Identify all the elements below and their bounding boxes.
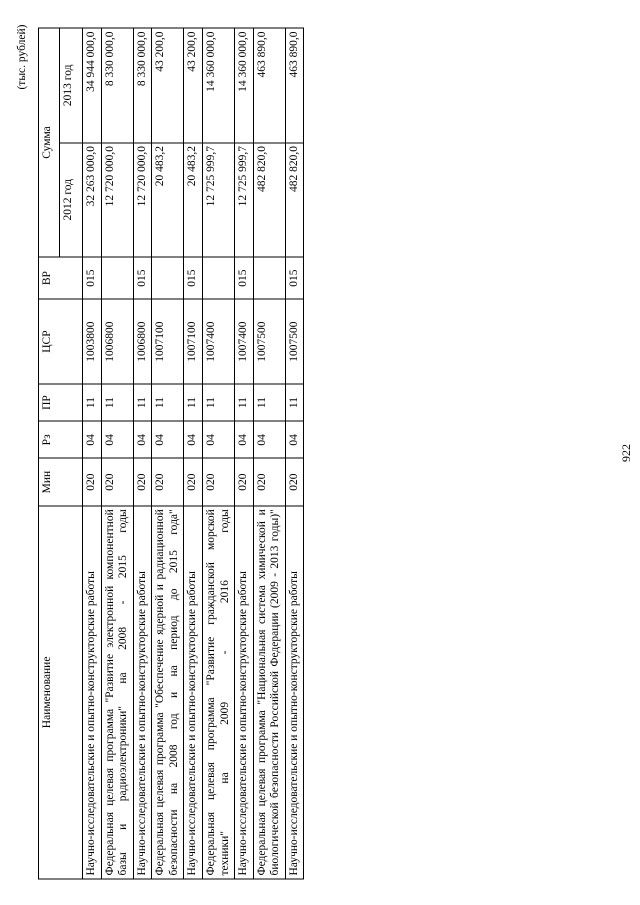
cell-vr — [253, 256, 285, 298]
cell-rz: 04 — [133, 421, 152, 458]
table-row — [235, 28, 254, 879]
cell-year-2012: 482 820,0 — [285, 142, 304, 256]
cell-csr: 1006800 — [133, 299, 152, 384]
cell-csr: 1007400 — [202, 299, 234, 384]
column-header-sum: Сумма — [39, 28, 60, 257]
cell-vr — [152, 256, 184, 298]
cell-rz: 04 — [184, 421, 203, 458]
cell-year-2013: 463 890,0 — [285, 28, 304, 143]
cell-min: 020 — [235, 458, 254, 505]
cell-name: Федеральная целевая программа "Обеспечение ядерной и радиационной безопасности на 2008 год и на период до 2015 года" — [152, 505, 184, 878]
cell-pr: 11 — [133, 383, 152, 420]
cell-pr: 11 — [184, 383, 203, 420]
cell-year-2013: 34 944 000,0 — [83, 28, 102, 143]
table-row — [101, 28, 133, 879]
cell-name: Федеральная целевая программа "Национальная система химической и биологической безопасности Российской Федерации (2009 - 2013 годы)" — [253, 505, 285, 878]
cell-name: Федеральная целевая программа "Развитие гражданской морской техники" на 2009 - 2016 годы — [202, 505, 234, 878]
cell-rz: 04 — [202, 421, 234, 458]
cell-year-2013: 14 360 000,0 — [235, 28, 254, 143]
column-header-name: Наименование — [39, 505, 83, 878]
cell-min: 020 — [83, 458, 102, 505]
column-header-pr: ПР — [39, 383, 83, 420]
column-header-year-2013: 2013 год — [60, 28, 83, 143]
cell-name: Научно-исследовательские и опытно-конструкторские работы — [133, 505, 152, 878]
cell-vr: 015 — [133, 256, 152, 298]
column-header-min: Мин — [39, 458, 83, 505]
column-header-rz: Рз — [39, 421, 83, 458]
units-note: (тыс. рублей) — [16, 24, 28, 90]
cell-year-2013: 8 330 000,0 — [101, 28, 133, 143]
cell-vr: 015 — [184, 256, 203, 298]
cell-csr: 1007400 — [235, 299, 254, 384]
cell-min: 020 — [133, 458, 152, 505]
table-header-row-1 — [39, 28, 60, 879]
cell-name: Научно-исследовательские и опытно-конструкторские работы — [83, 505, 102, 878]
cell-pr: 11 — [285, 383, 304, 420]
cell-rz: 04 — [152, 421, 184, 458]
cell-name: Федеральная целевая программа "Развитие электронной компонентной базы и радиоэлектроники" на 2008 - 2015 годы — [101, 505, 133, 878]
table-row — [152, 28, 184, 879]
cell-pr: 11 — [101, 383, 133, 420]
cell-csr: 1006800 — [101, 299, 133, 384]
cell-csr: 1003800 — [83, 299, 102, 384]
cell-min: 020 — [101, 458, 133, 505]
cell-pr: 11 — [152, 383, 184, 420]
cell-year-2012: 482 820,0 — [253, 142, 285, 256]
cell-min: 020 — [285, 458, 304, 505]
cell-year-2013: 8 330 000,0 — [133, 28, 152, 143]
table-row — [285, 28, 304, 879]
table-row — [83, 28, 102, 879]
cell-csr: 1007500 — [253, 299, 285, 384]
cell-pr: 11 — [83, 383, 102, 420]
column-header-vr: ВР — [39, 256, 83, 298]
cell-year-2013: 43 200,0 — [152, 28, 184, 143]
cell-year-2012: 12 720 000,0 — [133, 142, 152, 256]
cell-name: Научно-исследовательские и опытно-конструкторские работы — [235, 505, 254, 878]
table-row — [133, 28, 152, 879]
cell-min: 020 — [184, 458, 203, 505]
cell-rz: 04 — [285, 421, 304, 458]
budget-table — [38, 27, 304, 879]
cell-year-2012: 32 263 000,0 — [83, 142, 102, 256]
cell-csr: 1007100 — [152, 299, 184, 384]
cell-name: Научно-исследовательские и опытно-конструкторские работы — [184, 505, 203, 878]
cell-pr: 11 — [253, 383, 285, 420]
cell-rz: 04 — [253, 421, 285, 458]
cell-year-2013: 14 360 000,0 — [202, 28, 234, 143]
cell-year-2012: 12 725 999,7 — [202, 142, 234, 256]
cell-year-2012: 12 720 000,0 — [101, 142, 133, 256]
table-body — [83, 28, 304, 879]
cell-vr: 015 — [285, 256, 304, 298]
cell-rz: 04 — [101, 421, 133, 458]
table-row — [253, 28, 285, 879]
cell-min: 020 — [152, 458, 184, 505]
cell-vr: 015 — [235, 256, 254, 298]
table-header — [39, 28, 83, 879]
cell-name: Научно-исследовательские и опытно-конструкторские работы — [285, 505, 304, 878]
column-header-year-2012: 2012 год — [60, 142, 83, 256]
cell-year-2012: 12 725 999,7 — [235, 142, 254, 256]
cell-min: 020 — [253, 458, 285, 505]
column-header-csr: ЦСР — [39, 299, 83, 384]
page-number: 922 — [619, 443, 633, 462]
cell-year-2012: 20 483,2 — [184, 142, 203, 256]
cell-pr: 11 — [202, 383, 234, 420]
cell-year-2012: 20 483,2 — [152, 142, 184, 256]
cell-vr — [202, 256, 234, 298]
cell-pr: 11 — [235, 383, 254, 420]
cell-rz: 04 — [235, 421, 254, 458]
cell-csr: 1007100 — [184, 299, 203, 384]
cell-vr — [101, 256, 133, 298]
table-row — [184, 28, 203, 879]
cell-csr: 1007500 — [285, 299, 304, 384]
cell-year-2013: 43 200,0 — [184, 28, 203, 143]
table-row — [202, 28, 234, 879]
cell-vr: 015 — [83, 256, 102, 298]
cell-min: 020 — [202, 458, 234, 505]
cell-year-2013: 463 890,0 — [253, 28, 285, 143]
cell-rz: 04 — [83, 421, 102, 458]
